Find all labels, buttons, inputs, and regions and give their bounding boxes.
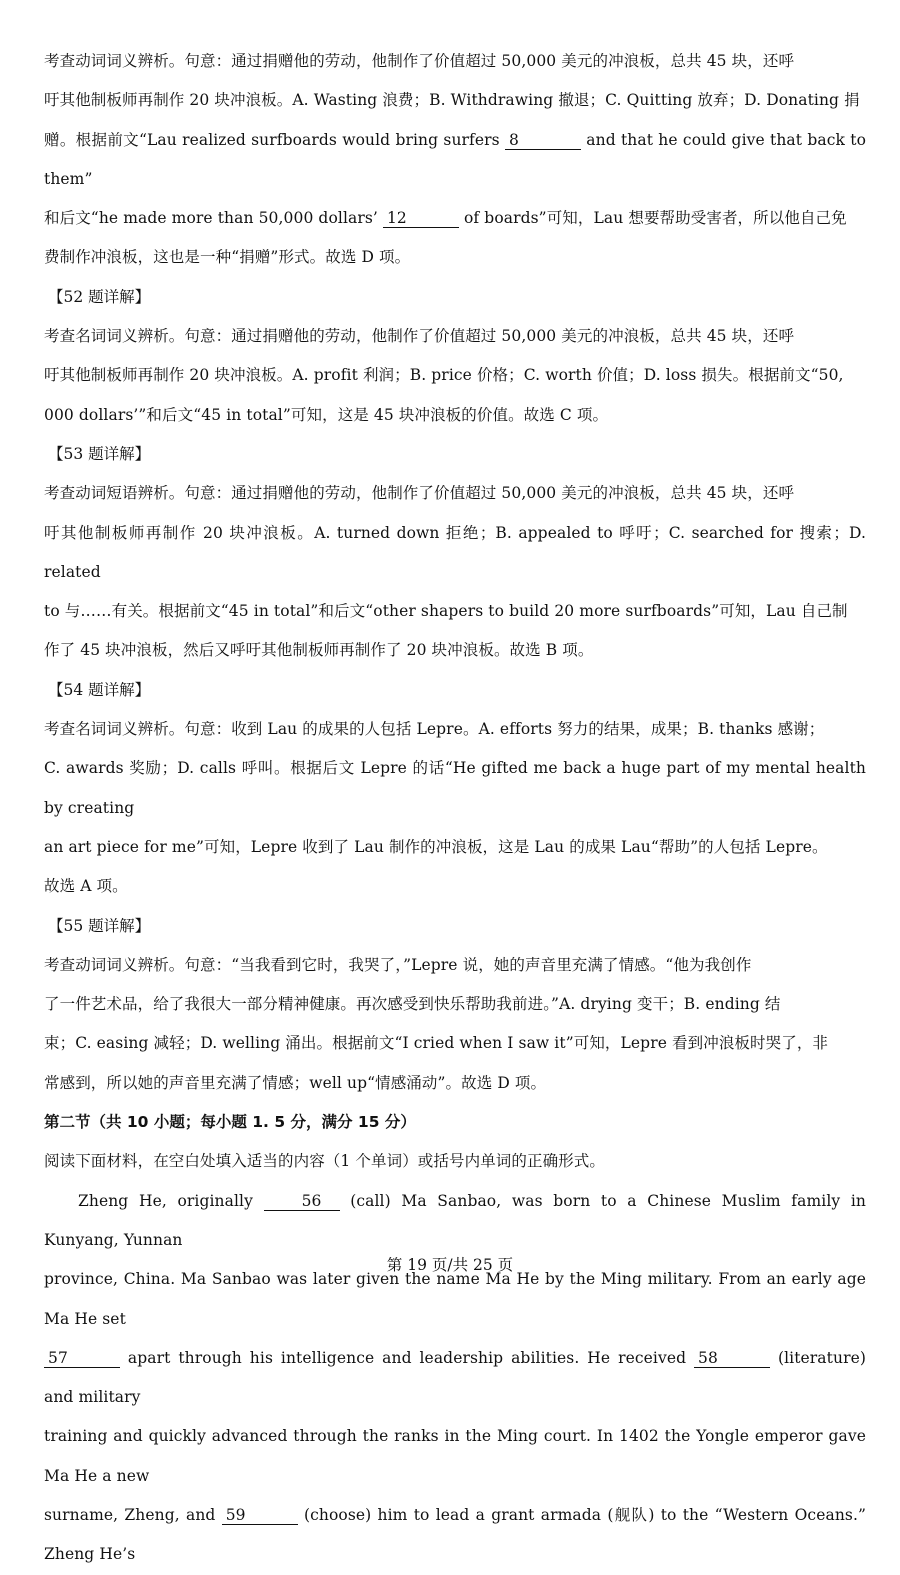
q52-line-3: 000 dollars’”和后文“45 in total”可知，这是 45 块冲浪板的价值。故选 C 项。 [44,405,609,424]
q53-line-3: to 与……有关。根据前文“45 in total”和后文“other shapers to build 20 more surfboards”可知，Lau 自己制 [44,602,848,621]
passage-3-b: (literature) and military [44,1348,866,1407]
q51-line-4-b: of boards”可知，Lau 想要帮助受害者，所以他自己免 [464,209,847,228]
blank-57: 57 [44,1349,120,1368]
q51-line-5: 费制作冲浪板，这也是一种“捐赠”形式。故选 D 项。 [44,248,411,267]
q51-line-3-b: and that he could give that back to them” [44,130,867,188]
section-2-title: 第二节（共 10 小题；每小题 1. 5 分，满分 15 分） [44,1113,416,1132]
q53-line-1: 考查动词短语辨析。句意：通过捐赠他的劳动，他制作了价值超过 50,000 美元的冲浪板，总共 45 块，还呼 [44,484,795,503]
blank-12: 12 [383,209,459,228]
q54-line-3: an art piece for me”可知，Lepre 收到了 Lau 制作的冲浪板，这是 Lau 的成果 Lau“帮助”的人包括 Lepre。 [44,837,828,856]
q54-line-2: C. awards 奖励；D. calls 呼叫。根据后文 Lepre 的话“He gifted me back a huge part of my mental health by creating [44,759,866,817]
blank-8: 8 [505,131,581,150]
section-2-instruction: 阅读下面材料，在空白处填入适当的内容（1 个单词）或括号内单词的正确形式。 [44,1152,605,1171]
blank-58: 58 [694,1349,770,1368]
q55-line-1: 考查动词词义辨析。句意：“当我看到它时，我哭了，”Lepre 说，她的声音里充满了情感。“他为我创作 [44,955,752,974]
q51-line-4-a: 和后文“he made more than 50,000 dollars’ [44,209,378,228]
q53-heading: 【53 题详解】 [48,444,151,463]
q53-line-2: 吁其他制板师再制作 20 块冲浪板。A. turned down 拒绝；B. appealed to 呼吁；C. searched for 搜索；D. related [44,523,866,581]
q51-line-4 [44,199,866,238]
q51-line-3-a: 赠。根据前文“Lau realized surfboards would bring surfers [44,130,500,149]
passage-line-1 [44,1182,866,1261]
passage-line-2: province, China. Ma Sanbao was later given the name Ma He by the Ming military. From an early age Ma He set [44,1270,866,1328]
passage-5-a: surname, Zheng, and [44,1505,216,1524]
q54-line-1: 考查名词词义辨析。句意：收到 Lau 的成果的人包括 Lepre。A. efforts 努力的结果，成果；B. thanks 感谢； [44,720,825,739]
passage-line-3 [44,1339,866,1418]
passage-line-5 [44,1496,866,1575]
q52-heading: 【52 题详解】 [48,287,151,306]
q51-line-3 [44,121,866,200]
q55-heading: 【55 题详解】 [48,916,151,935]
blank-56: 56 [264,1192,340,1211]
q54-heading: 【54 题详解】 [48,680,151,699]
q52-line-2: 吁其他制板师再制作 20 块冲浪板。A. profit 利润；B. price 价格；C. worth 价值；D. loss 损失。根据前文“50, [44,366,844,385]
blank-59: 59 [222,1506,298,1525]
passage-1-a: Zheng He, originally [78,1191,253,1210]
q53-line-4: 作了 45 块冲浪板，然后又呼吁其他制板师再制作了 20 块冲浪板。故选 B 项。 [44,641,594,660]
q55-line-2: 了一件艺术品，给了我很大一部分精神健康。再次感受到快乐帮助我前进。”A. drying 变干；B. ending 结 [44,995,781,1014]
q55-line-3: 束；C. easing 减轻；D. welling 涌出。根据前文“I cried when I saw it”可知，Lepre 看到冲浪板时哭了，非 [44,1034,829,1053]
q55-line-4: 常感到，所以她的声音里充满了情感；well up“情感涌动”。故选 D 项。 [44,1073,547,1092]
passage-3-a: apart through his intelligence and leadership abilities. He received [127,1348,687,1367]
q52-line-1: 考查名词词义辨析。句意：通过捐赠他的劳动，他制作了价值超过 50,000 美元的冲浪板，总共 45 块，还呼 [44,327,795,346]
passage-5-b: (choose) him to lead a grant armada (舰队) to the “Western Oceans.” Zheng He’s [44,1505,867,1564]
page-number-footer: 第 19 页/共 25 页 [386,1256,514,1274]
q51-line-1: 考查动词词义辨析。句意：通过捐赠他的劳动，他制作了价值超过 50,000 美元的冲浪板，总共 45 块，还呼 [44,52,795,70]
passage-1-b: (call) Ma Sanbao, was born to a Chinese Muslim family in Kunyang, Yunnan [44,1191,866,1249]
q54-line-4: 故选 A 项。 [44,877,128,896]
document-page [44,42,866,1575]
q51-line-2: 吁其他制板师再制作 20 块冲浪板。A. Wasting 浪费；B. Withdrawing 撤退；C. Quitting 放弃；D. Donating 捐 [44,91,860,110]
passage-line-4: training and quickly advanced through the ranks in the Ming court. In 1402 the Yongle emperor gave Ma He a new [44,1427,866,1485]
